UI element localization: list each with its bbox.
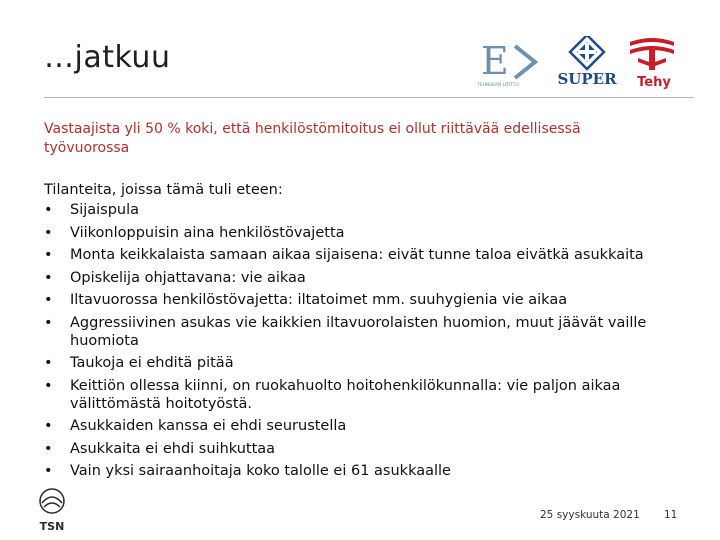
- list-item: • Keittiön ollessa kiinni, on ruokahuolto hoitohenkilökunnalla: vie paljon aikaa välittömästä hoitotyöstä.: [44, 377, 684, 413]
- footer-date: 25 syyskuuta 2021: [540, 509, 640, 521]
- list-item: • Iltavuorossa henkilöstövajetta: iltatoimet mm. suuhygienia vie aikaa: [44, 291, 684, 309]
- svg-text:Tehy: Tehy: [637, 75, 671, 90]
- list-item: • Aggressiivinen asukas vie kaikkien iltavuorolaisten huomion, muut jäävät vaille huomiota: [44, 314, 684, 350]
- svg-text:TSN: TSN: [39, 520, 65, 533]
- tsn-logo: [32, 485, 72, 535]
- list-item: • Sijaispula: [44, 201, 684, 219]
- bullet-list: [44, 201, 684, 480]
- header-divider: [44, 97, 694, 98]
- page-number: 11: [664, 509, 678, 521]
- svg-text:E: E: [481, 39, 509, 83]
- slide-body: [44, 181, 684, 485]
- list-item: • Opiskelija ohjattavana: vie aikaa: [44, 269, 684, 287]
- slide-title: …jatkuu: [44, 40, 171, 75]
- intro-text: Tilanteita, joissa tämä tuli eteen:: [44, 182, 283, 198]
- list-item: • Viikonloppuisin aina henkilöstövajetta: [44, 224, 684, 242]
- svg-text:SUPER: SUPER: [557, 70, 617, 88]
- svg-text:TEHNIIKAN LÖITTO: TEHNIIKAN LÖITTO: [477, 83, 519, 88]
- list-item: • Vain yksi sairaanhoitaja koko talolle ei 61 asukkaalle: [44, 462, 684, 480]
- tehy-union-logo: [624, 36, 680, 90]
- slide-subtitle: Vastaajista yli 50 % koki, että henkilöstömitoitus ei ollut riittävää edellisessä työvuorossa: [44, 121, 581, 156]
- list-item: • Monta keikkalaista samaan aikaa sijaisena: eivät tunne taloa eivätkä asukkaita: [44, 246, 684, 264]
- super-union-logo: [557, 36, 617, 90]
- list-item: • Taukoja ei ehditä pitää: [44, 354, 684, 372]
- list-item: • Asukkaita ei ehdi suihkuttaa: [44, 440, 684, 458]
- e-union-logo: [475, 36, 555, 90]
- list-item: • Asukkaiden kanssa ei ehdi seurustella: [44, 417, 684, 435]
